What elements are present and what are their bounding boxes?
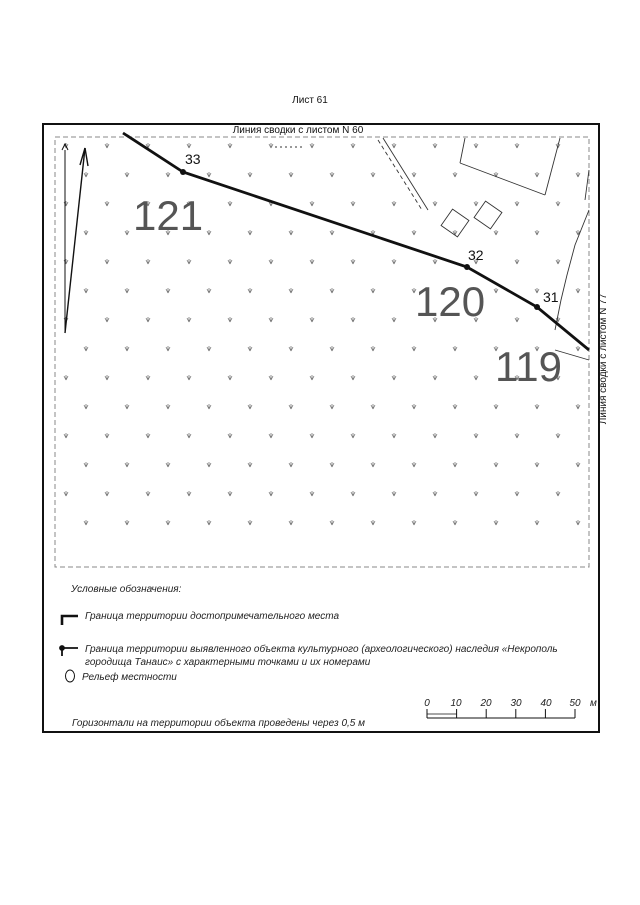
grass-symbol-icon xyxy=(371,520,375,525)
grass-symbol-icon xyxy=(433,375,437,380)
grass-symbol-icon xyxy=(351,201,355,206)
grass-symbol-icon xyxy=(535,172,539,177)
grass-symbol-icon xyxy=(576,462,580,467)
grass-symbol-icon xyxy=(515,433,519,438)
grass-symbol-icon xyxy=(84,172,88,177)
grass-symbol-icon xyxy=(228,201,232,206)
parcel-number-121: 121 xyxy=(133,192,204,239)
grass-symbol-icon xyxy=(64,375,68,380)
north-arrow-icon xyxy=(62,144,88,333)
contour-interval-note: Горизонтали на территории объекта проведены через 0,5 м xyxy=(72,718,366,729)
grass-symbol-icon xyxy=(166,346,170,351)
grass-symbol-icon xyxy=(330,404,334,409)
grass-symbol-icon xyxy=(576,288,580,293)
grass-symbol-icon xyxy=(453,462,457,467)
grass-symbol-icon xyxy=(64,491,68,496)
grass-symbol-icon xyxy=(371,172,375,177)
grass-symbol-icon xyxy=(125,462,129,467)
grass-symbol-icon xyxy=(474,143,478,148)
grass-symbol-icon xyxy=(84,520,88,525)
grass-symbol-icon xyxy=(146,317,150,322)
grass-symbol-icon xyxy=(453,404,457,409)
scale-tick-30: 30 xyxy=(510,698,522,709)
grass-symbol-icon xyxy=(556,259,560,264)
legend-item-1-label: Граница территории достопримечательного места xyxy=(85,611,340,622)
grass-symbol-icon xyxy=(576,404,580,409)
grass-symbol-icon xyxy=(351,317,355,322)
scale-tick-10: 10 xyxy=(450,698,462,709)
grass-symbol-icon xyxy=(453,346,457,351)
grass-symbol-icon xyxy=(433,259,437,264)
grass-symbol-icon xyxy=(64,433,68,438)
scale-tick-50: 50 xyxy=(569,698,581,709)
grass-symbol-icon xyxy=(330,230,334,235)
grass-symbol-icon xyxy=(556,201,560,206)
scale-tick-20: 20 xyxy=(480,698,492,709)
legend-item-3-label: Рельеф местности xyxy=(82,672,177,683)
grass-symbol-icon xyxy=(535,404,539,409)
grass-symbol-icon xyxy=(269,259,273,264)
grass-symbol-icon xyxy=(166,172,170,177)
grass-symbol-icon xyxy=(248,172,252,177)
parcel-number-120: 120 xyxy=(415,278,486,325)
grass-symbol-icon xyxy=(351,259,355,264)
grass-symbol-icon xyxy=(576,520,580,525)
grass-symbol-icon xyxy=(228,491,232,496)
grass-symbol-icon xyxy=(351,491,355,496)
grass-symbol-icon xyxy=(269,375,273,380)
grass-symbol-icon xyxy=(105,143,109,148)
grass-symbol-icon xyxy=(84,346,88,351)
grass-symbol-icon xyxy=(392,491,396,496)
grass-symbol-icon xyxy=(392,317,396,322)
grass-symbol-icon xyxy=(269,433,273,438)
grass-symbol-icon xyxy=(494,462,498,467)
grass-symbol-icon xyxy=(474,433,478,438)
grass-symbol-icon xyxy=(351,433,355,438)
grass-symbol-icon xyxy=(412,346,416,351)
boundary-point-32-label: 32 xyxy=(468,247,484,263)
grass-symbol-icon xyxy=(166,288,170,293)
grass-symbol-icon xyxy=(228,433,232,438)
boundary-point-32 xyxy=(464,264,470,270)
grass-symbol-icon xyxy=(310,259,314,264)
grass-symbol-icon xyxy=(248,346,252,351)
boundary-with-points-icon xyxy=(60,646,78,656)
grass-symbol-icon xyxy=(392,259,396,264)
grass-symbol-icon xyxy=(494,404,498,409)
sheet-title: Лист 61 xyxy=(292,95,328,106)
grass-symbol-icon xyxy=(166,462,170,467)
grass-symbol-icon xyxy=(228,375,232,380)
grass-symbol-icon xyxy=(84,462,88,467)
grass-symbol-icon xyxy=(125,172,129,177)
grass-symbol-icon xyxy=(392,375,396,380)
grass-symbol-icon xyxy=(187,375,191,380)
grass-symbol-icon xyxy=(125,404,129,409)
parcel-number-119: 119 xyxy=(495,343,562,390)
grass-symbol-icon xyxy=(207,462,211,467)
grass-symbol-icon xyxy=(289,172,293,177)
grass-symbol-icon xyxy=(474,201,478,206)
grass-symbol-icon xyxy=(412,230,416,235)
right-edge-label: Линия сводки с листом N 77 xyxy=(598,293,609,425)
grass-symbol-icon xyxy=(556,433,560,438)
grass-symbol-icon xyxy=(125,288,129,293)
grass-symbol-icon xyxy=(84,404,88,409)
grass-symbol-icon xyxy=(289,288,293,293)
grass-symbol-icon xyxy=(433,201,437,206)
grass-symbol-icon xyxy=(535,520,539,525)
boundary-point-33-label: 33 xyxy=(185,151,201,167)
grass-symbol-icon xyxy=(453,520,457,525)
grass-symbol-icon xyxy=(310,201,314,206)
grass-symbol-icon xyxy=(269,143,273,148)
grass-symbol-icon xyxy=(125,230,129,235)
grass-symbol-icon xyxy=(412,462,416,467)
grass-symbol-icon xyxy=(125,520,129,525)
grass-symbol-icon xyxy=(269,317,273,322)
grass-symbol-icon xyxy=(494,520,498,525)
grass-symbol-icon xyxy=(248,230,252,235)
grass-symbol-icon xyxy=(330,462,334,467)
grass-symbol-icon xyxy=(351,143,355,148)
boundary-point-31 xyxy=(534,304,540,310)
grass-symbol-icon xyxy=(392,201,396,206)
grass-symbol-icon xyxy=(187,259,191,264)
grass-symbol-icon xyxy=(228,143,232,148)
grass-symbol-icon xyxy=(248,288,252,293)
grass-symbol-icon xyxy=(535,230,539,235)
grass-symbol-icon xyxy=(146,375,150,380)
grass-symbol-icon xyxy=(207,288,211,293)
grass-symbol-icon xyxy=(105,201,109,206)
map-frame xyxy=(43,124,599,732)
scale-tick-40: 40 xyxy=(540,698,552,709)
grass-symbol-icon xyxy=(187,143,191,148)
grass-symbol-icon xyxy=(515,201,519,206)
grass-symbol-icon xyxy=(515,491,519,496)
grass-symbol-icon xyxy=(474,491,478,496)
grass-symbol-icon xyxy=(310,317,314,322)
grass-symbol-icon xyxy=(310,491,314,496)
scale-tick-0: 0 xyxy=(424,698,430,709)
grass-symbol-icon xyxy=(146,491,150,496)
grass-symbol-icon xyxy=(105,491,109,496)
grass-symbol-icon xyxy=(351,375,355,380)
grass-symbol-icon xyxy=(371,404,375,409)
legend-item-2-label-line1: Граница территории выявленного объекта культурного (археологического) наследия «Некрополь xyxy=(85,644,558,655)
grass-symbol-icon xyxy=(289,346,293,351)
grass-symbol-icon xyxy=(310,433,314,438)
grass-symbol-icon xyxy=(84,230,88,235)
grass-symbol-icon xyxy=(146,433,150,438)
grass-symbol-icon xyxy=(371,288,375,293)
top-edge-label: Линия сводки с листом N 60 xyxy=(232,125,364,136)
grass-symbol-icon xyxy=(453,172,457,177)
grass-symbol-icon xyxy=(105,375,109,380)
grass-symbol-icon xyxy=(269,491,273,496)
grass-symbol-icon xyxy=(207,520,211,525)
grass-symbol-icon xyxy=(248,520,252,525)
grass-symbol-icon xyxy=(207,346,211,351)
grass-symbol-icon xyxy=(289,404,293,409)
grass-symbol-icon xyxy=(105,317,109,322)
grass-symbol-icon xyxy=(248,404,252,409)
grass-symbol-icon xyxy=(392,433,396,438)
grass-symbol-icon xyxy=(105,433,109,438)
grass-symbol-icon xyxy=(330,520,334,525)
grass-symbol-icon xyxy=(207,404,211,409)
grass-symbol-icon xyxy=(228,259,232,264)
grass-symbol-icon xyxy=(289,462,293,467)
thick-boundary-line-icon xyxy=(62,616,78,625)
grass-symbol-icon xyxy=(207,172,211,177)
legend-item-2-label-line2: городища Танаис» с характерными точками и их номерами xyxy=(85,657,371,668)
grass-symbol-icon xyxy=(433,143,437,148)
building-outlines xyxy=(275,138,589,360)
grass-symbol-icon xyxy=(310,375,314,380)
grass-symbol-icon xyxy=(187,491,191,496)
grass-symbol-icon xyxy=(392,143,396,148)
grass-symbol-icon xyxy=(228,317,232,322)
grass-symbol-icon xyxy=(84,288,88,293)
grass-symbol-icon xyxy=(166,404,170,409)
grass-symbol-icon xyxy=(330,172,334,177)
grass-symbol-icon xyxy=(535,462,539,467)
grass-symbol-icon xyxy=(330,346,334,351)
grass-symbol-icon xyxy=(207,230,211,235)
grass-symbol-icon xyxy=(125,346,129,351)
grass-symbol-icon xyxy=(330,288,334,293)
grass-symbol-icon xyxy=(433,433,437,438)
grass-symbol-icon xyxy=(412,520,416,525)
grass-symbol-icon xyxy=(146,259,150,264)
grass-symbol-icon xyxy=(576,346,580,351)
grass-symbol-icon xyxy=(371,346,375,351)
grass-symbol-icon xyxy=(371,462,375,467)
grass-symbol-icon xyxy=(248,462,252,467)
grass-symbol-icon xyxy=(105,259,109,264)
grass-symbol-icon xyxy=(412,172,416,177)
grass-symbol-icon xyxy=(515,143,519,148)
grass-symbol-icon xyxy=(556,491,560,496)
grass-symbol-icon xyxy=(433,491,437,496)
grass-symbol-icon xyxy=(494,288,498,293)
grass-symbol-icon xyxy=(474,375,478,380)
grass-symbol-icon xyxy=(289,520,293,525)
grass-symbol-icon xyxy=(412,404,416,409)
scale-bar xyxy=(424,698,597,718)
grass-symbol-icon xyxy=(515,317,519,322)
grass-symbol-icon xyxy=(187,433,191,438)
grass-symbol-icon xyxy=(166,520,170,525)
relief-contour-icon xyxy=(66,670,75,682)
grass-symbol-icon xyxy=(515,259,519,264)
grass-symbol-icon xyxy=(535,288,539,293)
grass-symbol-icon xyxy=(310,143,314,148)
boundary-point-33 xyxy=(180,169,186,175)
boundary-point-31-label: 31 xyxy=(543,289,559,305)
scale-unit: м xyxy=(590,698,597,709)
legend-title: Условные обозначения: xyxy=(71,584,182,595)
grass-symbol-icon xyxy=(187,317,191,322)
grass-symbol-icon xyxy=(289,230,293,235)
grass-symbol-icon xyxy=(494,230,498,235)
grass-symbol-icon xyxy=(576,172,580,177)
